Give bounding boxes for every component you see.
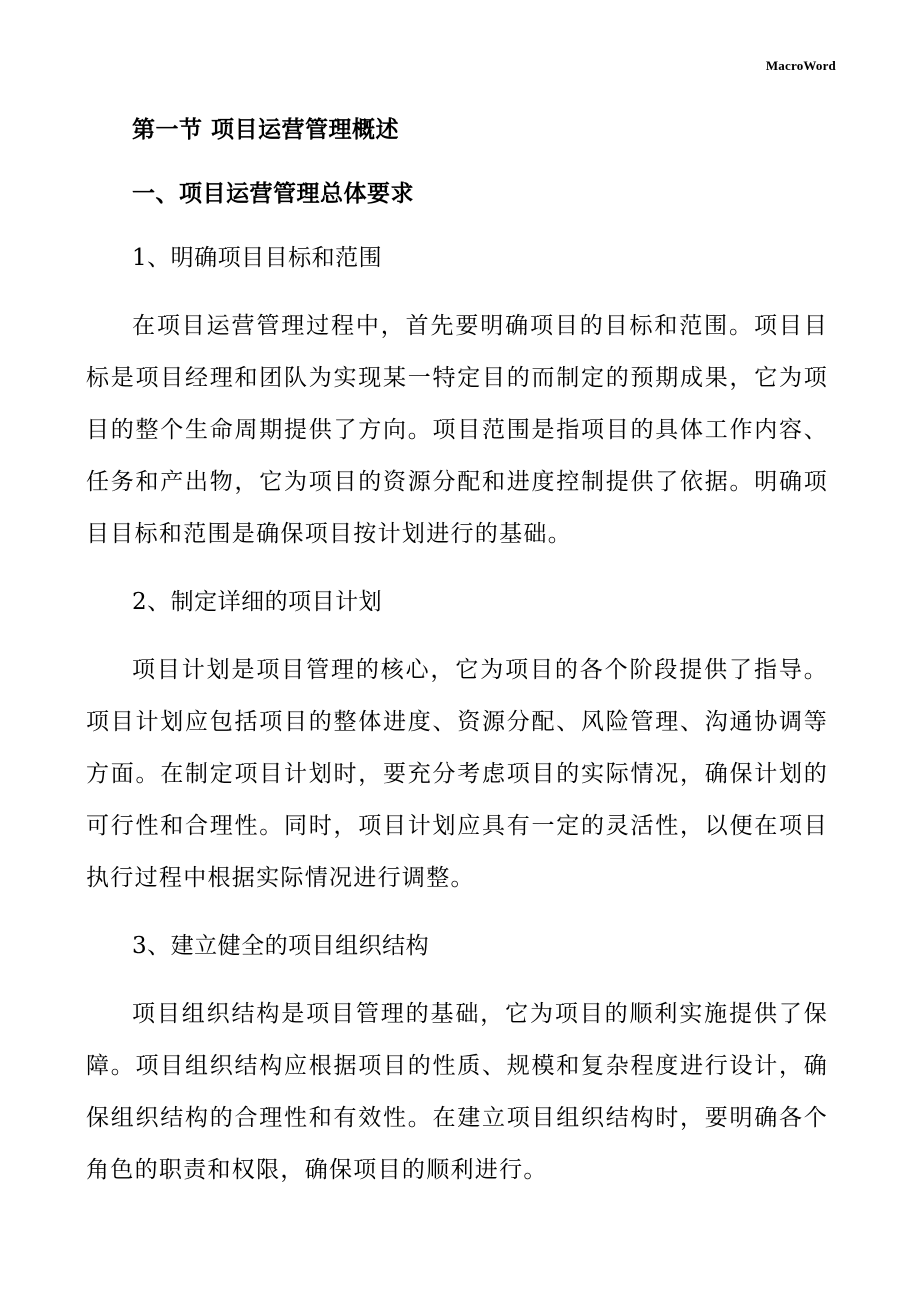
header-brand: MacroWord	[765, 58, 836, 73]
subtitle-2: 2、制定详细的项目计划	[132, 589, 383, 615]
section-title: 第一节 项目运营管理概述	[132, 116, 400, 143]
subtitle-1: 1、明确项目目标和范围	[132, 245, 383, 271]
document-body	[86, 108, 828, 1196]
paragraph-3: 项目组织结构是项目管理的基础，它为项目的顺利实施提供了保障。项目组织结构应根据项目的性质、规模和复杂程度进行设计，确保组织结构的合理性和有效性。在建立项目组织结构时，要明确各个角色的职责和权限，确保项目的顺利进行。	[86, 1001, 828, 1183]
paragraph-1: 在项目运营管理过程中，首先要明确项目的目标和范围。项目目标是项目经理和团队为实现某一特定目的而制定的预期成果，它为项目的整个生命周期提供了方向。项目范围是指项目的具体工作内容、任务和产出物，它为项目的资源分配和进度控制提供了依据。明确项目目标和范围是确保项目按计划进行的基础。	[86, 313, 828, 547]
subtitle-3: 3、建立健全的项目组织结构	[132, 933, 430, 959]
paragraph-2: 项目计划是项目管理的核心，它为项目的各个阶段提供了指导。项目计划应包括项目的整体进度、资源分配、风险管理、沟通协调等方面。在制定项目计划时，要充分考虑项目的实际情况，确保计划的可行性和合理性。同时，项目计划应具有一定的灵活性，以便在项目执行过程中根据实际情况进行调整。	[86, 657, 828, 891]
heading: 一、项目运营管理总体要求	[132, 180, 414, 207]
